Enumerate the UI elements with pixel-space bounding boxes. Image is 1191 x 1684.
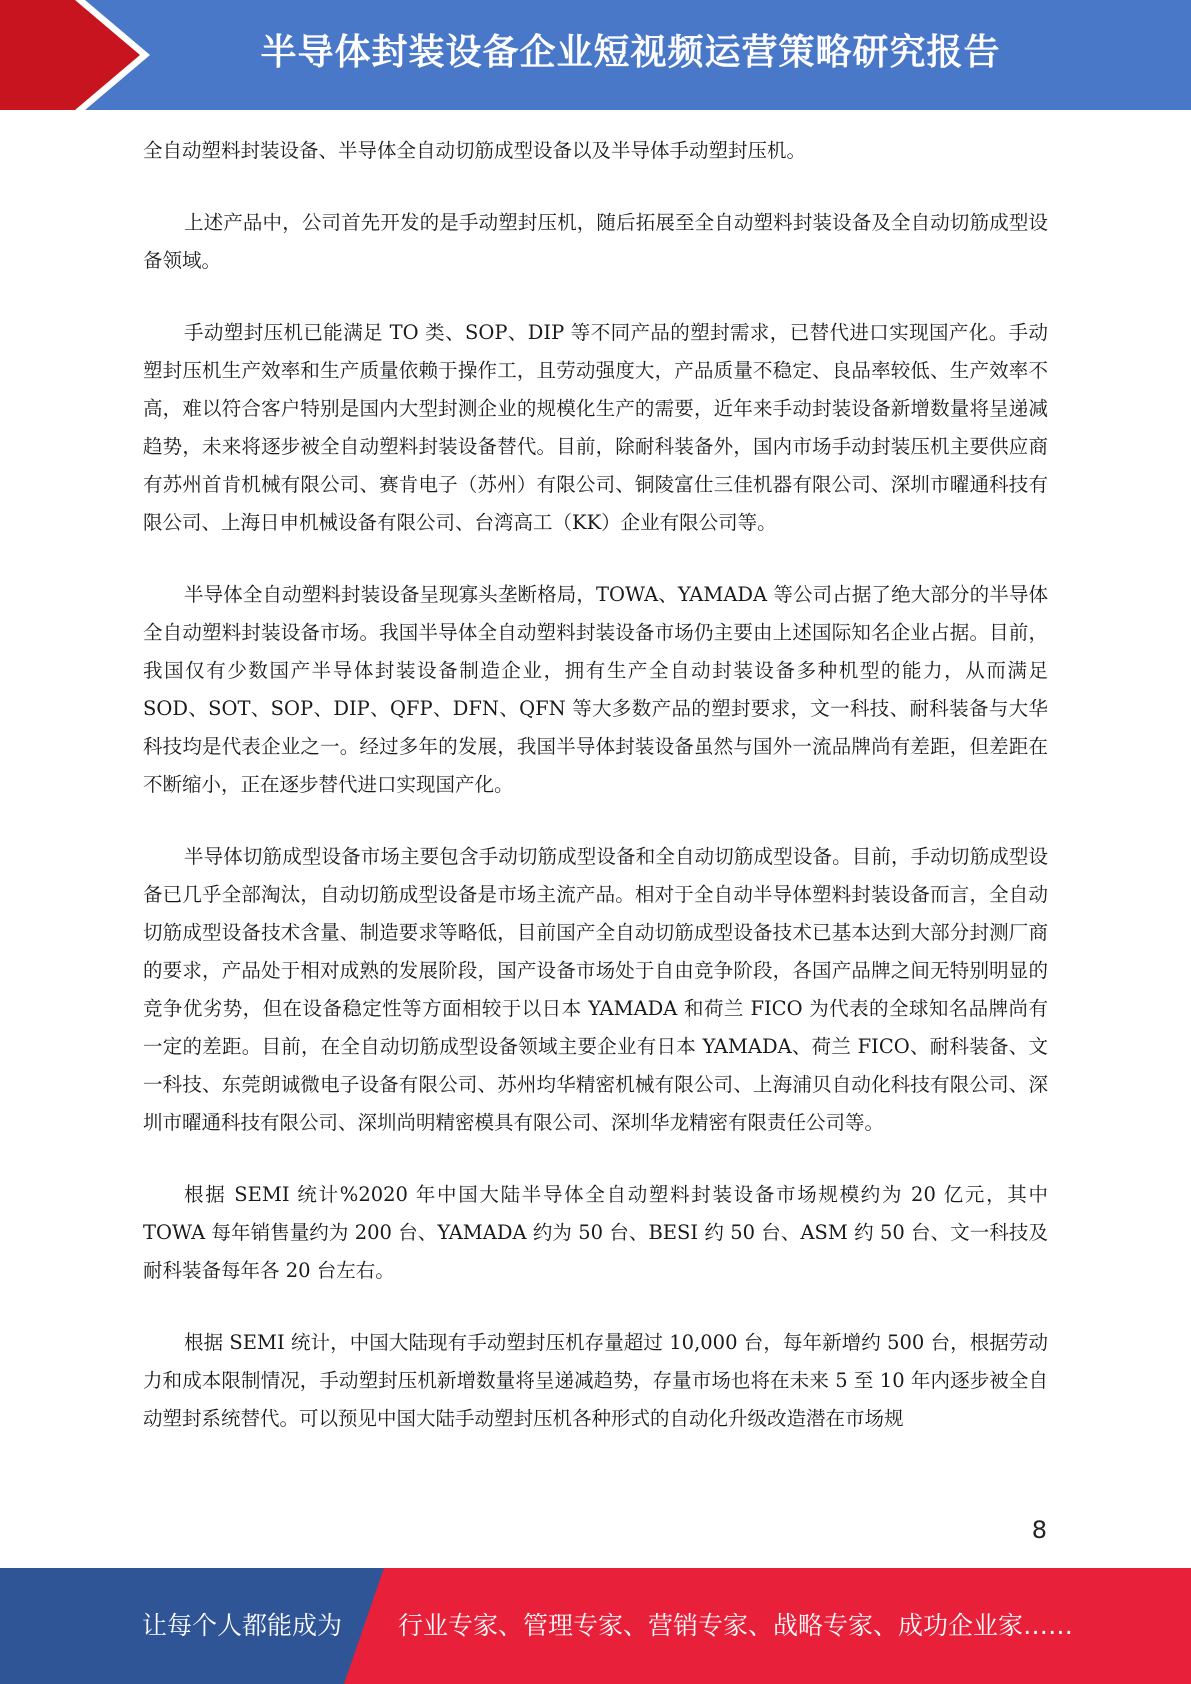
paragraph-manual-press: 手动塑封压机已能满足 TO 类、SOP、DIP 等不同产品的塑封需求，已替代进口实现国产化。手动塑封压机生产效率和生产质量依赖于操作工，且劳动强度大，产品质量不稳定、良品率较低、生产效率不高，难以符合客户特别是国内大型封测企业的规模化生产的需要，近年来手动封装设备新增数量将呈递减趋势，未来将逐步被全自动塑料封装设备替代。目前，除耐科装备外，国内市场手动封装压机主要供应商有苏州首肯机械有限公司、赛肯电子（苏州）有限公司、铜陵富仕三佳机器有限公司、深圳市曜通科技有限公司、上海日申机械设备有限公司、台湾高工（KK）企业有限公司等。 — [143, 321, 1048, 534]
paragraph-products: 上述产品中，公司首先开发的是手动塑封压机，随后拓展至全自动塑料封装设备及全自动切筋成型设备领域。 — [143, 211, 1048, 272]
paragraph-trim-form: 半导体切筋成型设备市场主要包含手动切筋成型设备和全自动切筋成型设备。目前，手动切筋成型设备已几乎全部淘汰，自动切筋成型设备是市场主流产品。相对于全自动半导体塑料封装设备而言，全自动切筋成型设备技术含量、制造要求等略低，目前国产全自动切筋成型设备技术已基本达到大部分封测厂商的要求，产品处于相对成熟的发展阶段，国产设备市场处于自由竞争阶段，各国产品牌之间无特别明显的竞争优劣势，但在设备稳定性等方面相较于以日本 YAMADA 和荷兰 FICO 为代表的全球知名品牌尚有一定的差距。目前，在全自动切筋成型设备领域主要企业有日本 YAMADA、荷兰 FICO、耐科装备、文一科技、东莞朗诚微电子设备有限公司、苏州均华精密机械有限公司、上海浦贝自动化科技有限公司、深圳市曜通科技有限公司、深圳尚明精密模具有限公司、深圳华龙精密有限责任公司等。 — [143, 845, 1048, 1134]
page-header — [0, 0, 1191, 110]
paragraph-manual-stock: 根据 SEMI 统计，中国大陆现有手动塑封压机存量超过 10,000 台，每年新增约 500 台，根据劳动力和成本限制情况，手动塑封压机新增数量将呈递减趋势，存量市场也将在未来 5 至 10 年内逐步被全自动塑封系统替代。可以预见中国大陆手动塑封压机各种形式的自动化升级改造潜在市场规 — [143, 1331, 1048, 1430]
document-title: 半导体封装设备企业短视频运营策略研究报告 — [260, 32, 1001, 73]
page-number: 8 — [1031, 1516, 1047, 1544]
paragraph-auto-packaging: 半导体全自动塑料封装设备呈现寡头垄断格局，TOWA、YAMADA 等公司占据了绝大部分的半导体全自动塑料封装设备市场。我国半导体全自动塑料封装设备市场仍主要由上述国际知名企业占据。目前，我国仅有少数国产半导体封装设备制造企业，拥有生产全自动封装设备多种机型的能力，从而满足 SOD、SOT、SOP、DIP、QFP、DFN、QFN 等大多数产品的塑封要求，文一科技、耐科装备与大华科技均是代表企业之一。经过多年的发展，我国半导体封装设备虽然与国外一流品牌尚有差距，但差距在不断缩小，正在逐步替代进口实现国产化。 — [143, 583, 1048, 796]
footer-slogan-left: 让每个人都能成为 — [142, 1611, 343, 1640]
footer-slogan-right: 行业专家、管理专家、营销专家、战略专家、成功企业家…… — [398, 1611, 1074, 1640]
paragraph-continuation: 全自动塑料封装设备、半导体全自动切筋成型设备以及半导体手动塑封压机。 — [143, 139, 807, 162]
report-body — [143, 132, 1048, 1472]
paragraph-market-size: 根据 SEMI 统计%2020 年中国大陆半导体全自动塑料封装设备市场规模约为 20 亿元，其中 TOWA 每年销售量约为 200 台、YAMADA 约为 50 台、BESI 约 50 台、ASM 约 50 台、文一科技及耐科装备每年各 20 台左右。 — [143, 1183, 1048, 1282]
page-footer — [0, 1568, 1191, 1684]
